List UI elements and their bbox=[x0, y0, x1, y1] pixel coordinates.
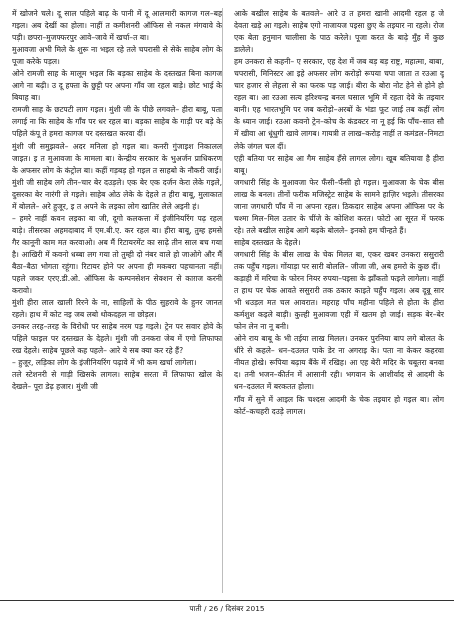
paragraph: – हमरे नाहीं कवन लइका बा जी, दूगो कलकत्ता में इंजीनियरिंग पढ़ रहल बाड़े। तीसरका अहमदाबाद में एम.बी.ए. कर रहल बा। हीरा बाबू, तुम्ह हमसे गैर कानूनी काम मत करवाओ। अब मैं रिटायरमेंट का साढ़े तीन साल बच गया है। आखिरी में कवनो धब्बा लग गया तो तुम्ही दो नंबर वाले हो जाओगे और मैं बैठा–बैठा भोगता रहूंगा। रिटायर होने पर अपना ही मकबरा पहचानता नहीं। पहले जकर एरए.डी.ओ. ऑफिस के कम्पनसेशन सेक्शन से काग़ज करनी करावो। bbox=[12, 213, 222, 296]
paragraph: हम उनकरा से कहनी– ए सरकार, एह देश में जब बड़ बड़ राष्ट्र, महात्मा, बाबा, चपरासी, मिनिस्टर आ इहे अफसर लोग करोड़ो रूपया चपा जाता त रउआ दू चार हजार से लेहला से का फरक पड़ जाई। बीरा के बोरा नोट हेने से होने हो रहल बा। आ रउआ सत्य हरिश्चन्द्र बनल घसाल भूमि में रहता देवे के तइयार बानी। एह भारतभूमि पर जब करोड़ो–अरबों के भंडा फूट जाई तब कहीं लोग के ध्यान जाई। रउआ कवनो ट्रेन–कोच के कंडक्टर ना नू हई कि पाँच–सात सौ में खीवा आ धूंधुगी खावे लागब। गायत्री त लाख–करोड़ नाहीं त कमंडल–निमटा लेके जंगल चल दीं। bbox=[234, 57, 444, 151]
paragraph: ओने राय बाबू के भी तईया लाख मिलल। उनकर पुरनिया बाप लगे बोलत के धीरे से कहले– धन–दउलत पाके डेर ना अगराइ के। पता ना केकर कहरवा नीयत होखे। रूपिया बढ़ाय बैंके में रखिह। आ एह बेरी मदिर के चबूतरा बनवा द। तनी भजन–कीर्तन में आसानी रही। भगवान के आशीर्वाद से आदमी के धन–दउलत में बरकतत होला। bbox=[234, 334, 444, 392]
paragraph: मुंशी जी समुझवले– अदर मनिला हो गइल बा। कनरी गुंजाइश निकालल जाइत। इ त मुआवजा के मामला बा। केन्द्रीय सरकार के भुअर्जन प्राधिकरण के अफसर लोग के कंट्रोल बा। कहीं गड़बड़ हो गइल त साहबो के नौकरी जाई। bbox=[12, 141, 222, 175]
paragraph: जगधारी सिंह के बीस लाख के चेक मिलत बा, एकर खबर उनकरा ससुरारी तक पहुँच गइल। गोंयाड़ा पर सारी बोललि– जीजा जी, अब हमरो के कुछ दीं। bbox=[234, 249, 444, 271]
paragraph: एही बतिया पर साहेब आ गैम साहेब हँसे लागल लोग। खूब बतियावा है हीरा बाबू। bbox=[234, 153, 444, 175]
paragraph: उनकर तरह–तरह के विरोधी पर साहेब नरम पड़ गइले। ट्रेन पर सवार होवे के पहिले फाइल पर दस्तखत के देहले। मुंशी जी उनकरा जेब में एगो लिफाफा रख देहले। साहेब पूछले कह पहले– आरे ये सब क्या कर रहे हैं? bbox=[12, 322, 222, 356]
paragraph: मुआवजा अभी मिले के शुरू ना भइल रहे तले चपरासी से सेके साहेब लोग के पूजा करेके पड़ल। bbox=[12, 45, 222, 67]
paragraph: में खोजने चले। दू साल पहिले बाढ़ के पानी में दू आलमारी कागज गल–बह गइल। अब देखीं का होला। नाहीं त कमीशनरी ऑफिस से नकल मंगवावे के पड़ी। छपरा–मुजफ्फरपुर आवे–जावे में खर्चा–त बा। bbox=[12, 9, 222, 43]
paragraph: मुंशी हीरा लाल खाली रिरने के ना, साहिलों के पीठ सुहरावे के हुनर जानत रहले। हाथ में कोट नइ जब लबो थोकदहल ना छोड़ल। bbox=[12, 298, 222, 320]
paragraph: ओने रामजी साह के मालूम भइल कि बड़का साहेब के दस्तखत बिना कागज आगे ना बढ़ी। उ दू हफ्ता के छुट्टी पर अपना गाँव जा रहल बाड़े। छोट भाई के बियाह बा। bbox=[12, 69, 222, 103]
paragraph: – हुजूर, लड़िका लोग के इंजीनियरिंग पढ़ावे में भी कम खर्चा लागेला। bbox=[12, 358, 197, 368]
left-column bbox=[12, 8, 222, 593]
paragraph: आके बखील साहेब के बतवले– आरे उ त हमरा खानी आदमी रहल ह जे देवता खड़े आ गइले। साहेब एगो नाजायज पइसा छुए के तइयार ना रहले। रोज एक बेता हनुमान चालीसा के पाठ करेले। पूजा करत के बाढ़े मुँह में कुछ डालेले। bbox=[234, 9, 444, 55]
paragraph: तले स्टेशनरी से गाड़ी खिसके लागल। साहेब सरता में लिफाफा खोल के देखले– पूरा डेढ़ हजार। मुंशी जी bbox=[12, 370, 222, 392]
right-column bbox=[234, 8, 444, 593]
paragraph: जगधारी सिंह के मुआवजा फेर फँसी–फँसी हो गइल। मुआवजा के चेक बीस लाख के बनल। तीनों फरीक मजिस्ट्रेट साहेब के सामने हाज़िर भइले। तीसरका जाना जगधारी पाँव में ना अपना रहल। ठिकदार साहेब अपना ऑफिस पर के चश्मा मिल–मिल उतार के चींजे के कोशिश करत। फोटो आ सूरत में फरक रहे। तले बखील साहेब आगे बढ़के बोलले– इनको हम चीन्हते हैं। bbox=[234, 177, 444, 235]
paragraph: कड़ाही में मरिचा के फोरन नियर रुपया–पइसा के झाँकतो फइले लागेला। नाहीं त हाथ पर चेक आवते ससुरारी तक ठकार काइते चहुँप गइल। अब दून्नू सार भी धउड़ल मत चल आवरात। महराह पाँच महीना पहिले से होता के हीरा कर्मशुश कइले बाड़ी। कुल्ही मुआवजा एही में खतम हो जाई। सड़क बेर–बेर फोन लेन ना नू बनी। bbox=[234, 274, 444, 332]
paragraph: साहेब दस्तखत के देहले। bbox=[234, 237, 301, 247]
page-footer: पाती / 26 / दिसंबर 2015 bbox=[189, 604, 265, 613]
paragraph: गाँव में सुने में आइल कि चश्दस आदमी के चेक तइयार हो गइल बा। लोग कोर्ट–कचहरी दउड़े लागल। bbox=[234, 394, 444, 416]
column-divider bbox=[222, 8, 223, 593]
paragraph: रामजी साह के छटपटी लाग गइल। मुंशी जी के पीछे लगवले– हीरा बाबू, पता लगाई ना कि साहेब के गाँव पर धर रहल बा। बड़का साहेब के गाड़ी पर बड़े के पहिले कंपू ते हमरा कागज पर दस्तखत करवा दीं। bbox=[12, 105, 222, 139]
paragraph: मुंशी जी साहेब लगे तीन–चार बेर दउड़ले। एक बेर एक दर्जन केरा लेके गइले, दुसरका बेर नारंगी ले गइले। साहेब ओठ लेके के देहले त हीरा बाबू, मुलाकात में बोलले– अरे हुजूर, इ त अपने के लइका लोग खातिर लेले अइनी हं। bbox=[12, 177, 222, 211]
footer-rule bbox=[0, 600, 454, 601]
